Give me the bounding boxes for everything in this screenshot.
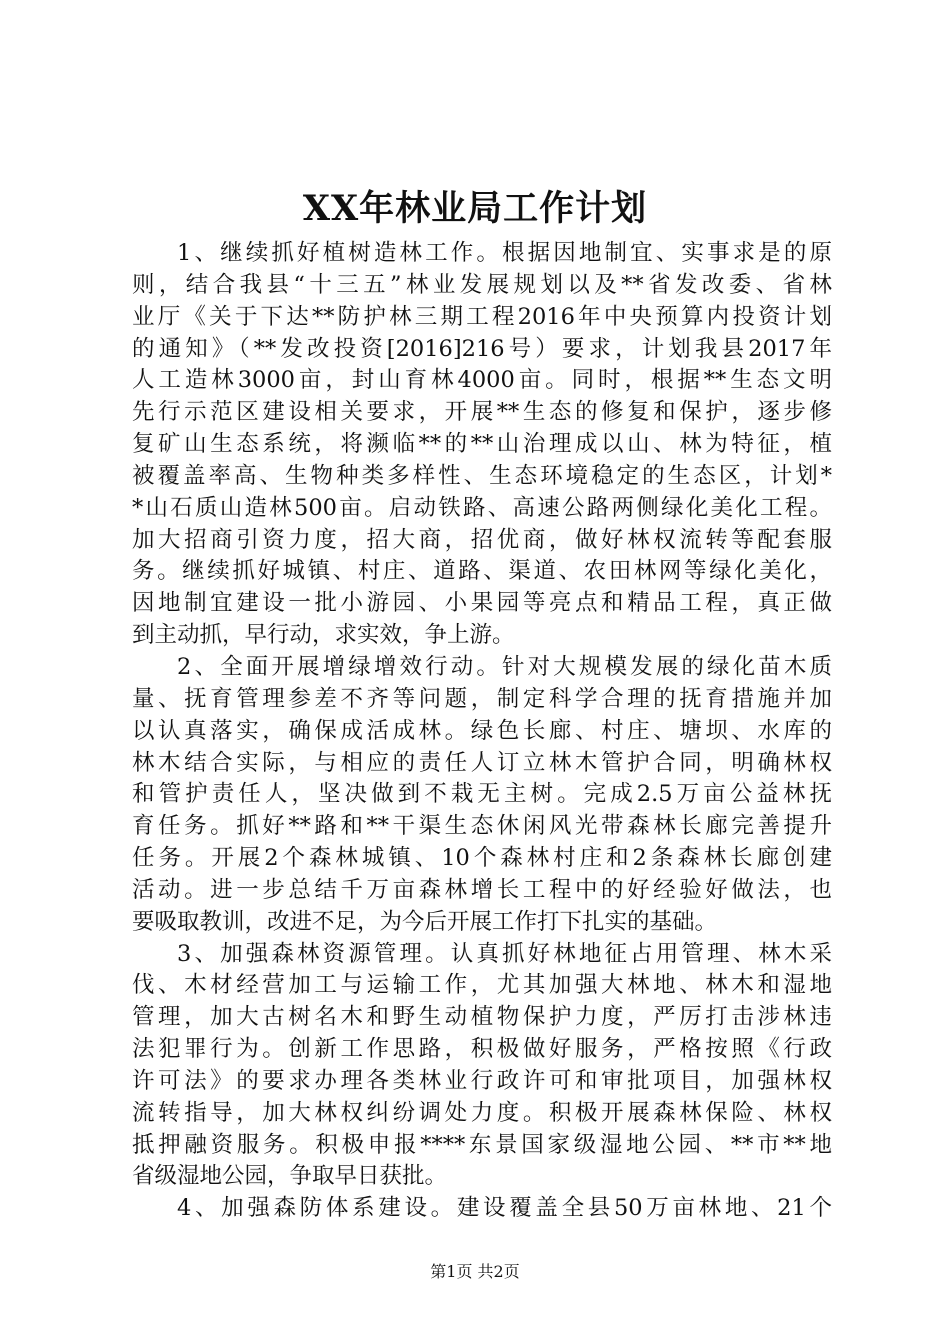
paragraph-1-line-13: 到主动抓，早行动，求实效，争上游。 xyxy=(132,622,515,649)
paragraph-1-line-4: 的通知》（**发改投资[2016]216号）要求，计划我县2017年 xyxy=(132,335,832,362)
page-title: XX年林业局工作计划 xyxy=(302,188,648,229)
paragraph-1-line-5: 人工造林3000亩，封山育林4000亩。同时，根据**生态文明 xyxy=(132,367,832,394)
paragraph-2-line-7: 任务。开展2个森林城镇、10个森林村庄和2条森林长廊创建 xyxy=(132,845,832,872)
paragraph-3-line-4: 法犯罪行为。创新工作思路，积极做好服务，严格按照《行政 xyxy=(132,1036,832,1063)
paragraph-1-line-7: 复矿山生态系统，将濒临**的**山治理成以山、林为特征，植 xyxy=(132,431,832,458)
paragraph-2-line-4: 林木结合实际，与相应的责任人订立林木管护合同，明确林权 xyxy=(132,749,832,776)
paragraph-3-line-5: 许可法》的要求办理各类林业行政许可和审批项目，加强林权 xyxy=(132,1067,832,1094)
paragraph-2-line-3: 以认真落实，确保成活成林。绿色长廊、村庄、塘坝、水库的 xyxy=(132,717,832,744)
paragraph-1-line-11: 务。继续抓好城镇、村庄、道路、渠道、农田林网等绿化美化， xyxy=(132,558,832,585)
paragraph-2-line-8: 活动。进一步总结千万亩森林增长工程中的好经验好做法，也 xyxy=(132,876,832,903)
paragraph-1-line-1: 1、继续抓好植树造林工作。根据因地制宜、实事求是的原 xyxy=(177,240,832,266)
paragraph-2-line-6: 育任务。抓好**路和**干渠生态休闲风光带森林长廊完善提升 xyxy=(132,813,832,840)
paragraph-2-line-9: 要吸取教训，改进不足，为今后开展工作打下扎实的基础。 xyxy=(132,908,718,935)
paragraph-3-line-6: 流转指导，加大林权纠纷调处力度。积极开展森林保险、林权 xyxy=(132,1099,832,1126)
paragraph-1-line-10: 加大招商引资力度，招大商，招优商，做好林权流转等配套服 xyxy=(132,526,832,553)
paragraph-1-line-8: 被覆盖率高、生物种类多样性、生态环境稳定的生态区，计划* xyxy=(132,462,832,489)
paragraph-1-line-9: *山石质山造林500亩。启动铁路、高速公路两侧绿化美化工程。 xyxy=(132,494,832,521)
paragraph-3-line-2: 伐、木材经营加工与运输工作，尤其加强大林地、林木和湿地 xyxy=(132,972,832,999)
paragraph-3-line-3: 管理，加大古树名木和野生动植物保护力度，严厉打击涉林违 xyxy=(132,1004,832,1031)
paragraph-4-line-1: 4、加强森防体系建设。建设覆盖全县50万亩林地、21个 xyxy=(177,1195,832,1222)
paragraph-1-line-2: 则，结合我县“十三五”林业发展规划以及**省发改委、省林 xyxy=(132,271,832,298)
paragraph-3-line-8: 省级湿地公园，争取早日获批。 xyxy=(132,1163,448,1190)
paragraph-3-line-1: 3、加强森林资源管理。认真抓好林地征占用管理、林木采 xyxy=(177,940,832,967)
paragraph-2-line-5: 和管护责任人，坚决做到不栽无主树。完成2.5万亩公益林抚 xyxy=(132,781,832,808)
document-body xyxy=(132,238,832,1225)
page-footer: 第1页 共2页 xyxy=(430,1262,520,1281)
paragraph-3-line-7: 抵押融资服务。积极申报****东景国家级湿地公园、**市**地 xyxy=(132,1131,832,1158)
paragraph-1-line-12: 因地制宜建设一批小游园、小果园等亮点和精品工程，真正做 xyxy=(132,590,832,617)
paragraph-2-line-1: 2、全面开展增绿增效行动。针对大规模发展的绿化苗木质 xyxy=(177,653,832,680)
paragraph-1-line-3: 业厅《关于下达**防护林三期工程2016年中央预算内投资计划 xyxy=(132,303,832,330)
paragraph-2-line-2: 量、抚育管理参差不齐等问题，制定科学合理的抚育措施并加 xyxy=(132,685,832,712)
paragraph-1-line-6: 先行示范区建设相关要求，开展**生态的修复和保护，逐步修 xyxy=(132,399,832,426)
